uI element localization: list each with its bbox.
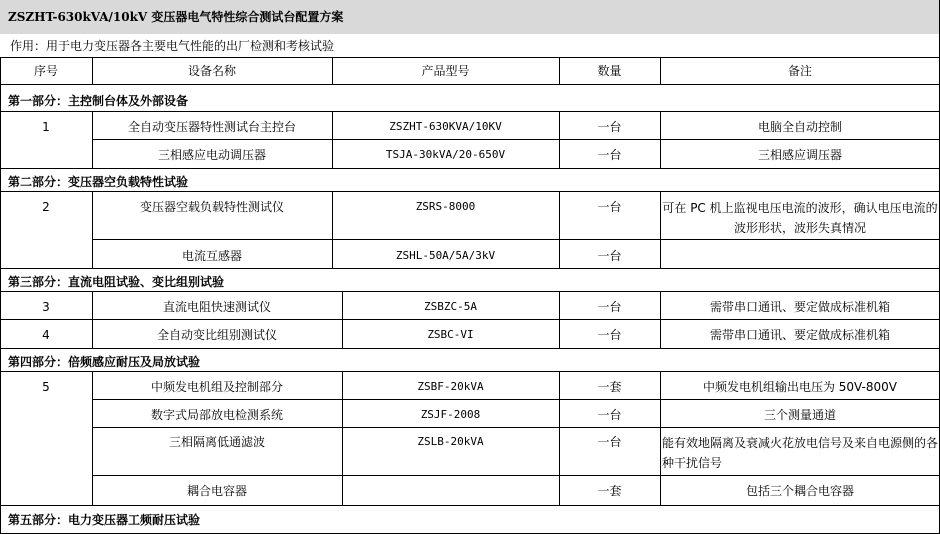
row-note: 三相感应调压器: [757, 148, 842, 162]
row-note: 能有效地隔离及衰减火花放电信号及来自电源侧的各种干扰信号: [662, 436, 939, 470]
purpose-text: 作用：用于电力变压器各主要电气性能的出厂检测和考核试验: [0, 34, 940, 58]
table-rule: [0, 58, 1, 534]
row-model: TSJA-30kVA/20-650V: [385, 148, 506, 161]
table-rule: [92, 371, 93, 505]
table-rule: [0, 191, 940, 192]
row-name: 三相隔离低通滤波: [168, 435, 265, 449]
table-rule: [342, 291, 343, 348]
row-qty: 一台: [597, 328, 622, 342]
row-qty: 一台: [597, 120, 622, 134]
section-title: 第四部分：倍频感应耐压及局放试验: [8, 355, 201, 369]
row-no: 2: [42, 200, 50, 214]
table-rule: [92, 58, 93, 84]
table-rule: [0, 505, 940, 506]
row-note: 需带串口通讯、要定做成标准机箱: [709, 300, 890, 314]
row-no: 5: [42, 380, 50, 394]
table-rule: [0, 291, 940, 292]
table-rule: [559, 58, 560, 84]
row-model: ZSBC-VI: [427, 328, 474, 341]
table-rule: [332, 58, 333, 84]
table-rule: [342, 371, 343, 505]
row-qty: 一台: [597, 148, 622, 162]
table-rule: [92, 291, 93, 348]
section-title: 第二部分：变压器空负载特性试验: [8, 175, 189, 189]
row-model: ZSZHT-630KVA/10KV: [389, 120, 502, 133]
table-rule: [660, 111, 661, 168]
row-qty: 一台: [597, 435, 622, 449]
row-qty: 一套: [597, 380, 622, 394]
table-rule: [660, 58, 661, 84]
header-qty: 数量: [597, 64, 622, 78]
table-rule: [660, 371, 661, 505]
row-model: ZSHL-50A/5A/3kV: [395, 249, 496, 262]
table-rule: [92, 191, 93, 268]
table-rule: [559, 191, 560, 268]
table-rule: [660, 291, 661, 348]
table-rule: [92, 239, 940, 240]
section-title: 第三部分：直流电阻试验、变比组别试验: [8, 275, 225, 289]
row-note: 中频发电机组输出电压为 50V-800V: [702, 380, 898, 394]
row-note: 包括三个耦合电容器: [745, 484, 854, 498]
row-note: 可在 PC 机上监视电压电流的波形，确认电压电流的波形形状，波形失真情况: [662, 201, 938, 235]
table-rule: [332, 191, 333, 268]
row-name: 数字式局部放电检测系统: [150, 408, 283, 422]
table-rule: [0, 268, 940, 269]
row-name: 三相感应电动调压器: [157, 148, 266, 162]
table-rule: [0, 348, 940, 349]
row-name: 直流电阻快速测试仪: [162, 300, 271, 314]
table-rule: [559, 111, 560, 168]
header-model: 产品型号: [421, 64, 470, 78]
row-note: 电脑全自动控制: [757, 120, 842, 134]
row-model: ZSBF-20kVA: [417, 380, 484, 393]
table-rule: [92, 475, 940, 476]
row-name: 全自动变比组别测试仪: [156, 328, 277, 342]
table-rule: [0, 111, 940, 112]
table-rule: [92, 139, 940, 140]
table-rule: [0, 168, 940, 169]
row-name: 耦合电容器: [186, 484, 247, 498]
table-rule: [0, 371, 940, 372]
header-name: 设备名称: [187, 64, 236, 78]
row-qty: 一套: [597, 484, 622, 498]
row-note: 三个测量通道: [763, 408, 836, 422]
table-rule: [559, 291, 560, 348]
table-rule: [660, 191, 661, 268]
row-name: 电流互感器: [181, 249, 242, 263]
section-title: 第五部分：电力变压器工频耐压试验: [8, 513, 201, 527]
table-rule: [92, 111, 93, 168]
section-title: 第一部分：主控制台体及外部设备: [8, 94, 189, 108]
row-model: ZSBZC-5A: [424, 300, 477, 313]
row-qty: 一台: [597, 249, 622, 263]
header-no: 序号: [33, 64, 58, 78]
row-name: 变压器空载负载特性测试仪: [139, 200, 284, 214]
row-model: ZSJF-2008: [420, 408, 481, 421]
table-rule: [0, 319, 940, 320]
row-qty: 一台: [597, 200, 622, 214]
row-qty: 一台: [597, 408, 622, 422]
row-name: 中频发电机组及控制部分: [150, 380, 283, 394]
row-model: ZSRS-8000: [415, 200, 476, 213]
table-rule: [559, 371, 560, 505]
table-rule: [332, 111, 333, 168]
row-note: 需带串口通讯、要定做成标准机箱: [709, 328, 890, 342]
table-rule: [92, 399, 940, 400]
row-name: 全自动变压器特性测试台主控台: [127, 120, 296, 134]
header-note: 备注: [787, 64, 812, 78]
row-model: ZSLB-20kVA: [417, 435, 484, 448]
table-rule: [92, 427, 940, 428]
row-no: 3: [42, 300, 50, 314]
row-no: 4: [42, 328, 50, 342]
row-qty: 一台: [597, 300, 622, 314]
table-rule: [0, 84, 940, 85]
document-title: ZSZHT-630kVA/10kV 变压器电气特性综合测试台配置方案: [0, 0, 940, 34]
row-no: 1: [42, 120, 50, 134]
